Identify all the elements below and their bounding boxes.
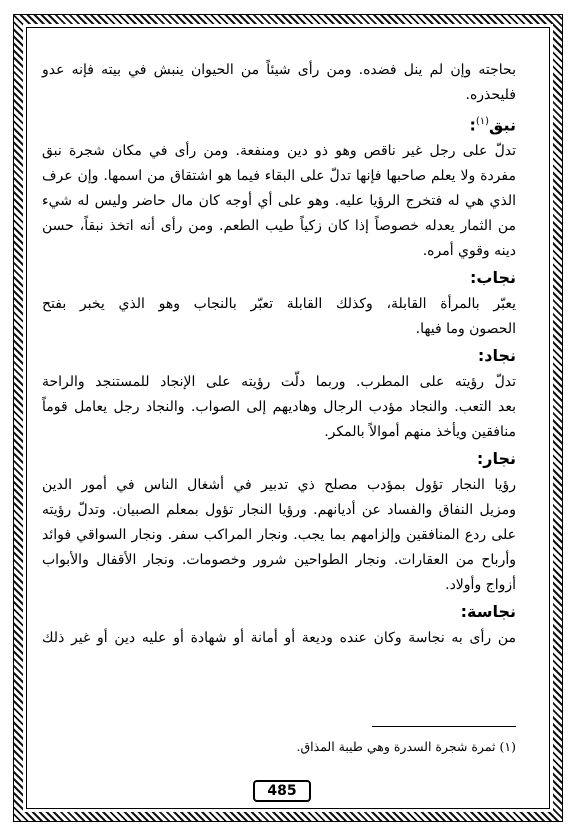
footnote-marker: (١)	[475, 116, 490, 127]
text-line: تدلّ على رجل غير ناقص وهو ذو دين ومنفعة. ومن رأى في مكان شجرة نبق	[42, 143, 516, 160]
text-line: بعد التعب. والنجاد مؤدب الرجال وهاديهم إلى الصواب. والنجاد رجل يعامل قوماً	[42, 399, 516, 416]
text-line: على ردع المنافقين وإلزامهم بما يجب. ونجار المراكب سفر. ونجار السواقي فوائد	[42, 527, 516, 544]
page-body	[42, 58, 516, 651]
text-line: مفردة ولا يعلم صاحبها فإنها تدلّ على البقاء فيما هو اشتقاق من اسمها. وإن عرف	[42, 168, 516, 185]
text-line: من الثمار يعدله خصوصاً إذا كان زكياً طيب الطعم. ومن رأى أنه اتخذ نبقاً، حسن	[42, 218, 516, 235]
text-line: تدلّ رؤيته على المطرب. وربما دلّت رؤيته على الإنجاد للمستنجد والراحة	[42, 374, 516, 391]
entry-heading-nabq: نبق$^{(١)}$:	[469, 115, 516, 135]
footnote: (١) ثمرة شجرة السدرة وهي طيبة المذاق.	[296, 739, 516, 754]
footnote-separator	[372, 726, 516, 727]
text-line: أزواج وأولاد.	[445, 577, 516, 594]
text-line: وأرباح من العقارات. ونجار الطواحين شرور وخصومات. ونجار الأقفال والأبواب	[42, 552, 516, 569]
heading-text: نبق	[489, 115, 516, 135]
entry-heading-najjar: نجار:	[476, 449, 516, 469]
text-line: ومزيل النفاق والفساد عن أديانهم. ورؤيا النجار تؤول بمعلم الصبيان. وتدلّ رؤيته	[42, 502, 516, 519]
text-line: دينه وقوي أمره.	[422, 243, 516, 260]
text-line: الذي هي له فتخرج الرؤيا عليه. وهو على أي أوجه كان مال حاضر وليس له شيء	[42, 193, 516, 210]
entry-heading-najasa: نجاسة:	[460, 602, 516, 622]
text-line: بحاجته وإن لم ينل فضده. ومن رأى شيئاً من الحيوان ينبش في بيته فإنه عدو	[42, 62, 516, 78]
text-line: الحصون وما فيها.	[415, 321, 516, 338]
page-number: 485	[253, 780, 311, 802]
entry-heading-najjad: نجاد:	[477, 346, 516, 366]
text-line: منافقين ويأخذ منهم أموالاً بالمكر.	[324, 424, 516, 441]
text-line: رؤيا النجار تؤول بمؤدب مصلح ذي تدبير في أشغال الناس في أمور الدين	[42, 477, 516, 494]
entry-heading-najab: نجاب:	[469, 268, 516, 288]
text-line: يعبّر بالمرأة القابلة، وكذلك القابلة تعبّر بالنجاب وهو الذي يخبر بفتح	[42, 296, 516, 313]
text-line: فليحذره.	[465, 87, 516, 103]
text-line: من رأى به نجاسة وكان عنده وديعة أو أمانة أو شهادة أو عليه دين أو غير ذلك	[42, 630, 516, 647]
